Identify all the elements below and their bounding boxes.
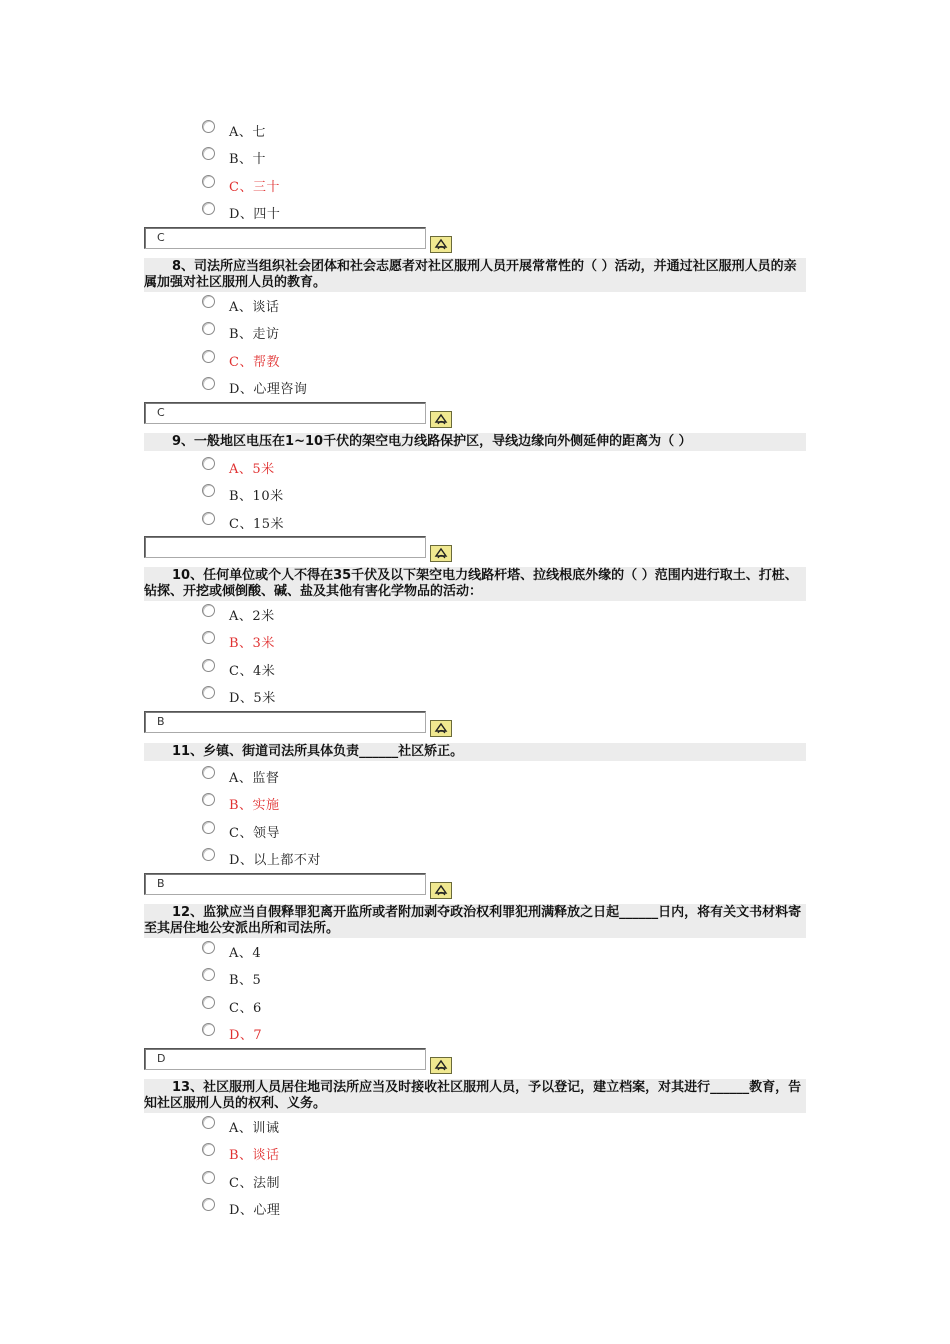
option-label: B、实施 — [229, 798, 280, 813]
answer-input[interactable] — [144, 1048, 426, 1070]
option-label: D、5米 — [229, 691, 276, 706]
radio-button[interactable] — [202, 659, 215, 672]
refresh-icon — [433, 547, 449, 560]
option-label: B、10米 — [229, 489, 284, 504]
radio-button[interactable] — [202, 604, 215, 617]
option-10a[interactable] — [202, 604, 502, 626]
refresh-icon — [433, 722, 449, 735]
radio-button[interactable] — [202, 377, 215, 390]
radio-button[interactable] — [202, 175, 215, 188]
radio-button[interactable] — [202, 766, 215, 779]
option-label: A、七 — [229, 125, 266, 140]
option-label: D、以上都不对 — [229, 853, 321, 868]
option-label: D、四十 — [229, 207, 281, 222]
option-label: C、6 — [229, 1001, 262, 1016]
refresh-icon — [433, 413, 449, 426]
question-text: 9、一般地区电压在1~10千伏的架空电力线路保护区，导线边缘向外侧延伸的距离为（ ） — [144, 433, 806, 451]
radio-button[interactable] — [202, 1171, 215, 1184]
option-label: C、帮教 — [229, 355, 280, 370]
check-answer-button[interactable] — [430, 236, 452, 253]
option-7c[interactable] — [202, 175, 502, 197]
radio-button[interactable] — [202, 968, 215, 981]
refresh-icon — [433, 238, 449, 251]
option-label: D、心理 — [229, 1203, 281, 1218]
answer-input[interactable] — [144, 873, 426, 895]
option-label: B、3米 — [229, 636, 275, 651]
option-label: D、7 — [229, 1028, 263, 1043]
option-13b[interactable] — [202, 1143, 502, 1165]
option-label: A、4 — [229, 946, 262, 961]
answer-value: C — [157, 231, 165, 244]
option-label: C、4米 — [229, 664, 276, 679]
option-13c[interactable] — [202, 1171, 502, 1193]
answer-input[interactable] — [144, 536, 426, 558]
option-label: B、谈话 — [229, 1148, 280, 1163]
option-label: A、训诫 — [229, 1121, 280, 1136]
option-8c[interactable] — [202, 350, 502, 372]
radio-button[interactable] — [202, 631, 215, 644]
radio-button[interactable] — [202, 512, 215, 525]
answer-input[interactable] — [144, 227, 426, 249]
radio-button[interactable] — [202, 686, 215, 699]
radio-button[interactable] — [202, 1116, 215, 1129]
option-label: C、15米 — [229, 517, 284, 532]
radio-button[interactable] — [202, 350, 215, 363]
option-10c[interactable] — [202, 659, 502, 681]
radio-button[interactable] — [202, 322, 215, 335]
option-10b[interactable] — [202, 631, 502, 653]
option-12d[interactable] — [202, 1023, 502, 1045]
option-11a[interactable] — [202, 766, 502, 788]
option-7d[interactable] — [202, 202, 502, 224]
radio-button[interactable] — [202, 996, 215, 1009]
option-label: B、十 — [229, 152, 267, 167]
option-11c[interactable] — [202, 821, 502, 843]
check-answer-button[interactable] — [430, 411, 452, 428]
option-13a[interactable] — [202, 1116, 502, 1138]
option-10d[interactable] — [202, 686, 502, 708]
question-text: 12、监狱应当自假释罪犯离开监所或者附加剥夺政治权利罪犯刑满释放之日起______日内，将有关文书材料寄至其居住地公安派出所和司法所。 — [144, 904, 806, 938]
option-label: B、5 — [229, 973, 262, 988]
radio-button[interactable] — [202, 202, 215, 215]
option-11d[interactable] — [202, 848, 502, 870]
check-answer-button[interactable] — [430, 882, 452, 899]
question-text: 13、社区服刑人员居住地司法所应当及时接收社区服刑人员，予以登记，建立档案，对其进行______教育，告知社区服刑人员的权利、义务。 — [144, 1079, 806, 1113]
radio-button[interactable] — [202, 1023, 215, 1036]
option-7a[interactable] — [202, 120, 502, 142]
radio-button[interactable] — [202, 848, 215, 861]
option-label: C、领导 — [229, 826, 280, 841]
option-label: D、心理咨询 — [229, 382, 308, 397]
question-text: 8、司法所应当组织社会团体和社会志愿者对社区服刑人员开展常常性的（ ）活动，并通过社区服刑人员的亲属加强对社区服刑人员的教育。 — [144, 258, 806, 292]
option-label: A、监督 — [229, 771, 280, 786]
option-label: A、谈话 — [229, 300, 280, 315]
option-label: C、法制 — [229, 1176, 280, 1191]
option-8b[interactable] — [202, 322, 502, 344]
option-9c[interactable] — [202, 512, 502, 534]
option-9b[interactable] — [202, 484, 502, 506]
check-answer-button[interactable] — [430, 720, 452, 737]
option-label: A、2米 — [229, 609, 275, 624]
radio-button[interactable] — [202, 1143, 215, 1156]
option-11b[interactable] — [202, 793, 502, 815]
radio-button[interactable] — [202, 295, 215, 308]
radio-button[interactable] — [202, 484, 215, 497]
radio-button[interactable] — [202, 457, 215, 470]
option-12c[interactable] — [202, 996, 502, 1018]
radio-button[interactable] — [202, 1198, 215, 1211]
option-12a[interactable] — [202, 941, 502, 963]
radio-button[interactable] — [202, 941, 215, 954]
question-text: 11、乡镇、街道司法所具体负责______社区矫正。 — [144, 743, 806, 761]
option-label: A、5米 — [229, 462, 275, 477]
question-text: 10、任何单位或个人不得在35千伏及以下架空电力线路杆塔、拉线根底外缘的（ ）范围内进行取土、打桩、钻探、开挖或倾倒酸、碱、盐及其他有害化学物品的活动： — [144, 567, 806, 601]
check-answer-button[interactable] — [430, 545, 452, 562]
answer-input[interactable] — [144, 711, 426, 733]
option-8a[interactable] — [202, 295, 502, 317]
option-9a[interactable] — [202, 457, 502, 479]
option-label: B、走访 — [229, 327, 280, 342]
radio-button[interactable] — [202, 793, 215, 806]
radio-button[interactable] — [202, 147, 215, 160]
check-answer-button[interactable] — [430, 1057, 452, 1074]
radio-button[interactable] — [202, 120, 215, 133]
refresh-icon — [433, 884, 449, 897]
answer-value: B — [157, 877, 165, 890]
answer-value: C — [157, 406, 165, 419]
option-7b[interactable] — [202, 147, 502, 169]
option-label: C、三十 — [229, 180, 280, 195]
answer-input[interactable] — [144, 402, 426, 424]
answer-value: D — [157, 1052, 166, 1065]
option-8d[interactable] — [202, 377, 502, 399]
refresh-icon — [433, 1059, 449, 1072]
radio-button[interactable] — [202, 821, 215, 834]
option-13d[interactable] — [202, 1198, 502, 1220]
option-12b[interactable] — [202, 968, 502, 990]
answer-value: B — [157, 715, 165, 728]
